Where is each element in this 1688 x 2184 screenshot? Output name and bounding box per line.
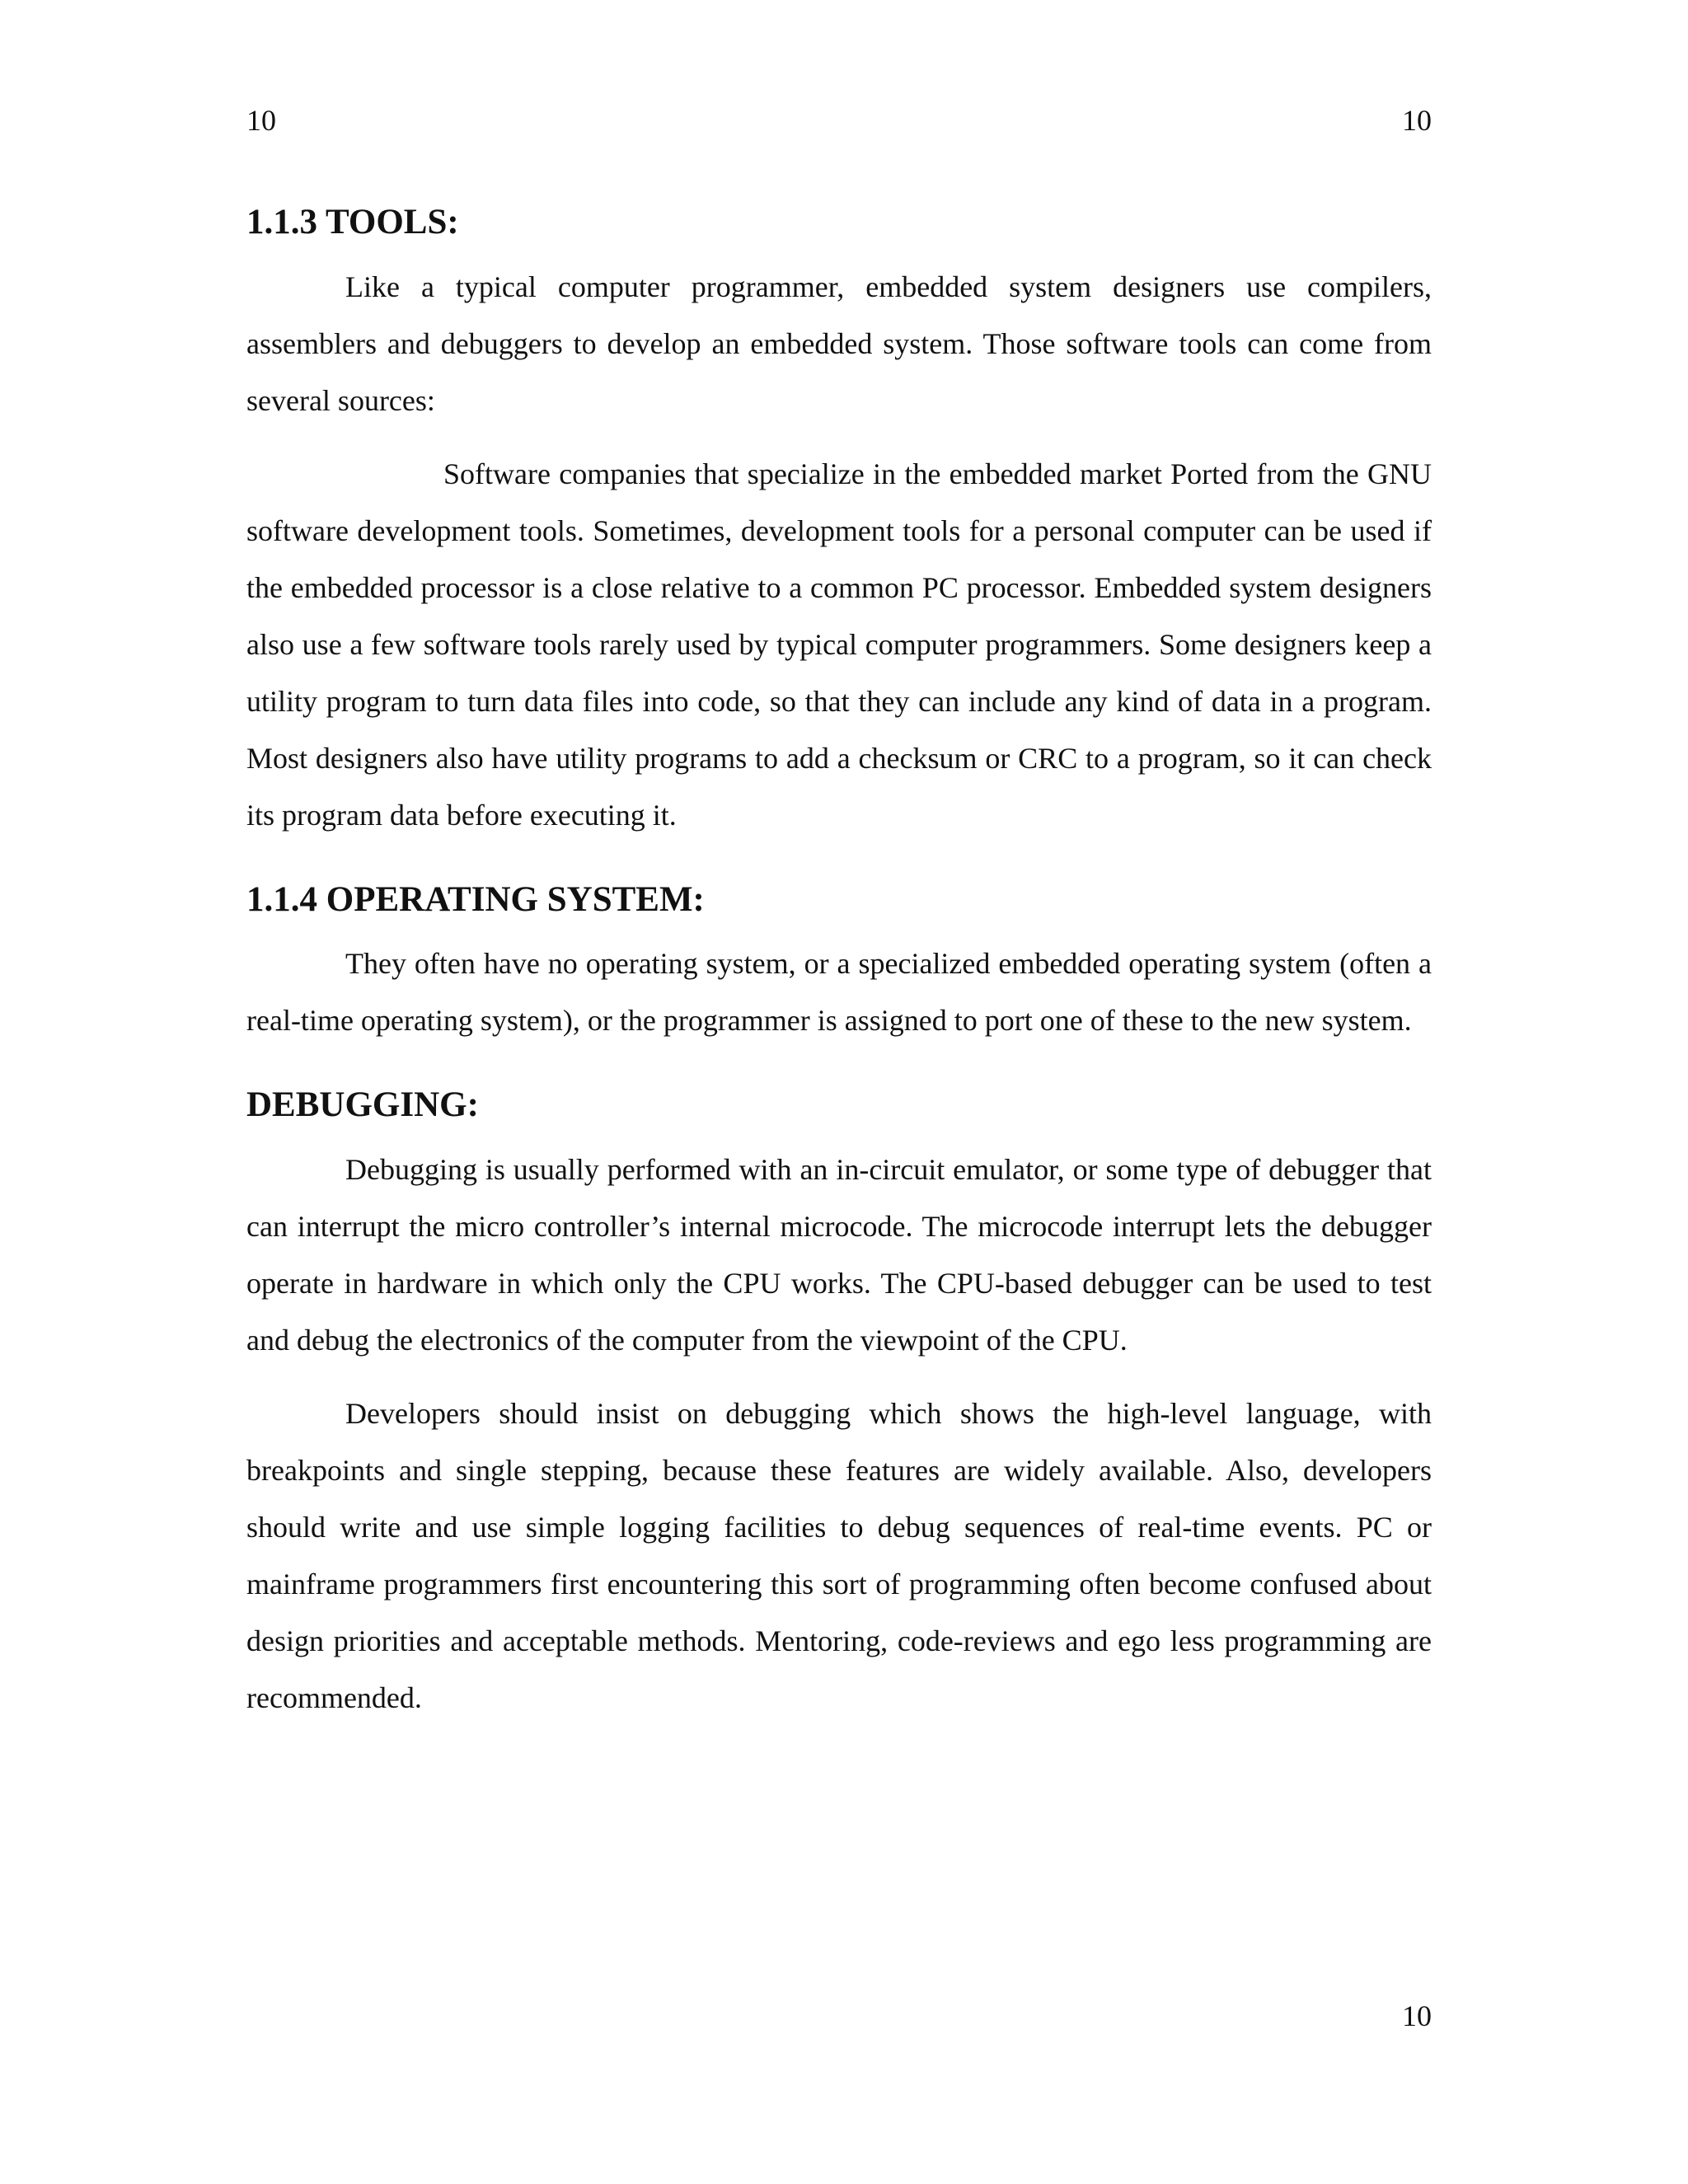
page-number-bottom: 10 [1402, 1999, 1432, 2032]
page-content [246, 201, 1432, 1727]
paragraph-tools-intro: Like a typical computer programmer, embedded system designers use compilers, assemblers and debuggers to develop an embedded system. Those software tools can come from several sources: [246, 269, 1432, 417]
section-heading-operating-system: 1.1.4 OPERATING SYSTEM: [246, 879, 705, 919]
section-operating-system [246, 879, 1432, 1050]
page-number-top-left: 10 [246, 104, 276, 137]
paragraph-debugging-emulator: Debugging is usually performed with an in-circuit emulator, or some type of debugger that can interrupt the micro controller’s internal microcode. The microcode interrupt lets the debugger operate in hardware in which only the CPU works. The CPU-based debugger can be used to test and debug the electronics of the computer from the viewpoint of the CPU. [246, 1152, 1432, 1357]
section-tools [246, 201, 1432, 844]
paragraph-operating-system: They often have no operating system, or a specialized embedded operating system (often a real-time operating system), or the programmer is assigned to port one of these to the new system. [246, 947, 1432, 1038]
page-number-top-right: 10 [1402, 104, 1432, 137]
paragraph-debugging-developers: Developers should insist on debugging which shows the high-level language, with breakpoints and single stepping, because these features are widely available. Also, developers should write and use simple logging facilities to debug sequences of real-time events. PC or mainframe programmers first encountering this sort of programming often become confused about design priorities and acceptable methods. Mentoring, code-reviews and ego less programming are recommended. [246, 1396, 1432, 1714]
section-heading-tools: 1.1.3 TOOLS: [246, 203, 459, 241]
section-debugging [246, 1084, 1432, 1727]
paragraph-tools-sources: Software companies that specialize in the embedded market Ported from the GNU software development tools. Sometimes, development tools for a personal computer can be used if the embedded processor is a close relative to a common PC processor. Embedded system designers also use a few software tools rarely used by typical computer programmers. Some designers keep a utility program to turn data files into code, so that they can include any kind of data in a program. Most designers also have utility programs to add a checksum or CRC to a program, so it can check its program data before executing it. [246, 457, 1432, 832]
section-heading-debugging: DEBUGGING: [246, 1085, 479, 1125]
